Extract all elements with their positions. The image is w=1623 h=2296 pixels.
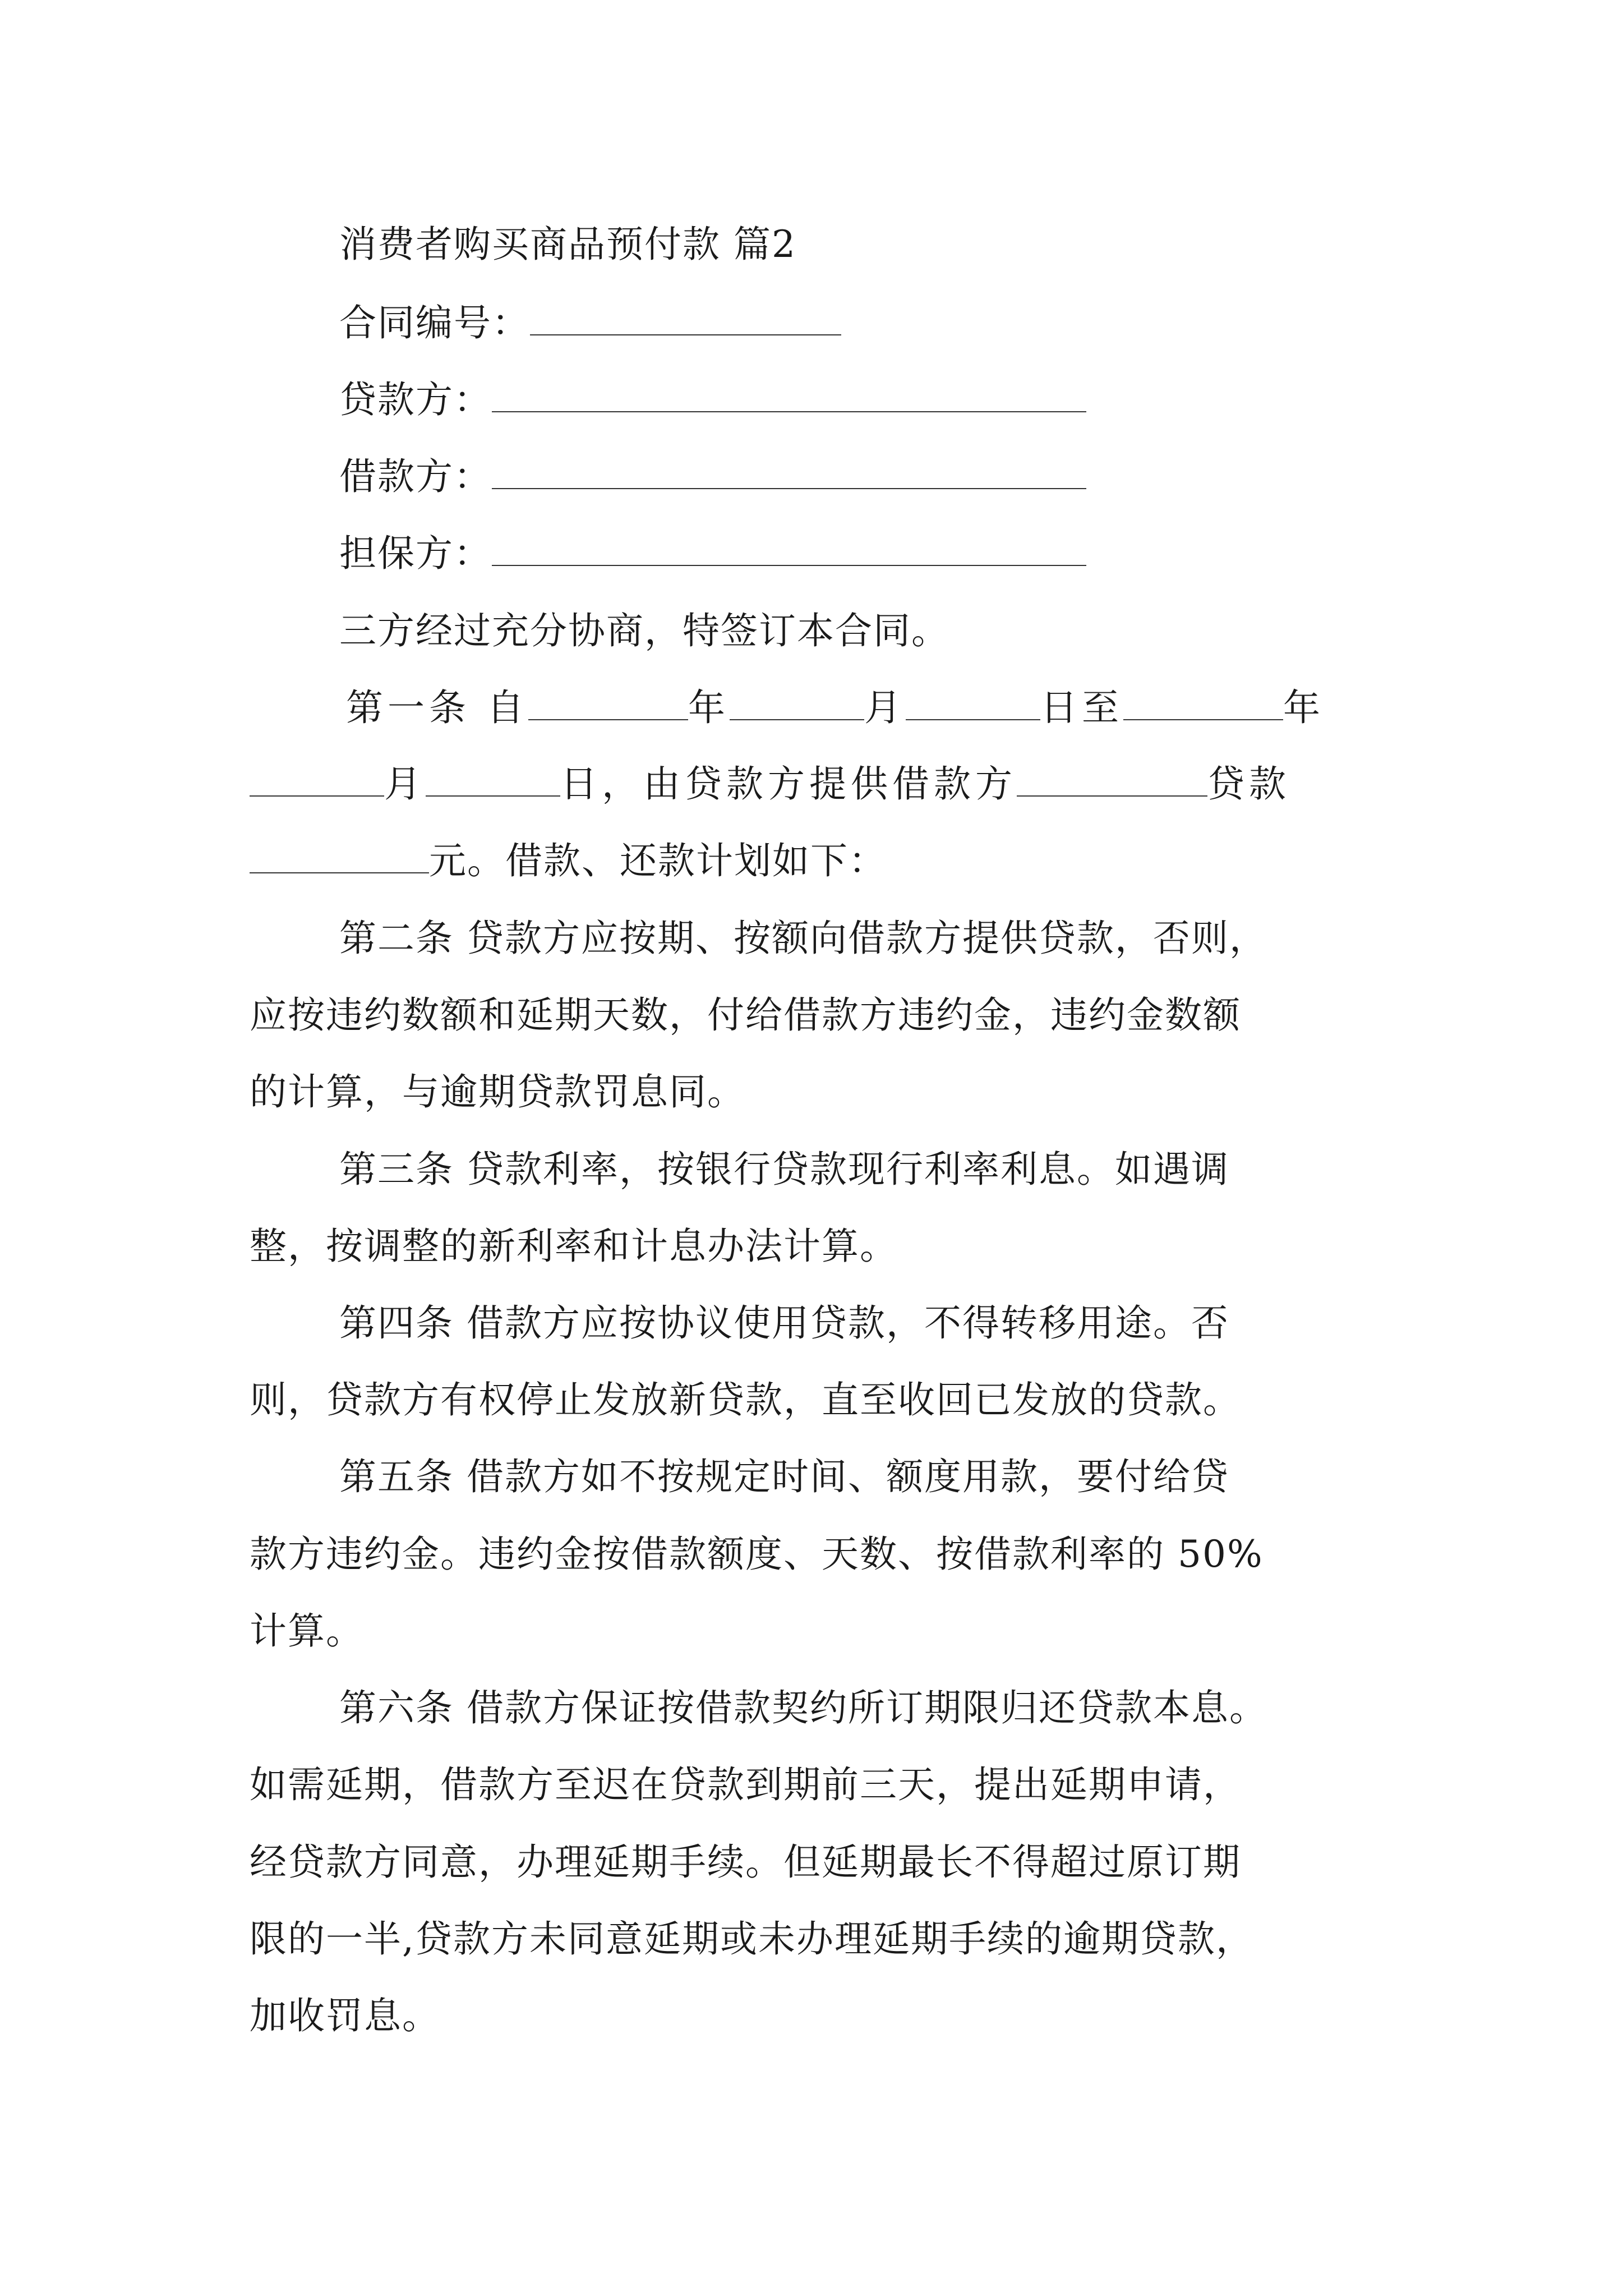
document-title: 消费者购买商品预付款 篇2 (339, 223, 796, 266)
article3-line2: 整，按调整的新利率和计息办法计算。 (250, 1225, 898, 1268)
article1-line3: 元。借款、还款计划如下： (250, 843, 887, 880)
contract-number-blank (530, 333, 841, 335)
article4-line1: 第四条 借款方应按协议使用贷款，不得转移用途。否 (339, 1301, 1229, 1345)
article3-line1: 第三条 贷款利率，按银行贷款现行利率利息。如遇调 (339, 1148, 1229, 1191)
guarantor-field (339, 532, 1086, 575)
contract-number-field (339, 301, 841, 344)
article2-line1: 第二条 贷款方应按期、按额向借款方提供贷款，否则， (339, 917, 1267, 960)
article5-line2: 款方违约金。违约金按借款额度、天数、按借款利率的 50% (250, 1533, 1264, 1576)
article1-line2: 月 日，由贷款方提供借款方 贷款 (250, 766, 1290, 803)
article6-line2: 如需延期，借款方至迟在贷款到期前三天，提出延期申请， (250, 1763, 1241, 1806)
contract-number-label: 合同编号： (339, 301, 530, 344)
article2-line2: 应按违约数额和延期天数，付给借款方违约金，违约金数额 (250, 993, 1241, 1037)
guarantor-label: 担保方： (339, 532, 492, 575)
article1-line1: 第一条 自 年 月 日至 年 (346, 686, 1325, 729)
guarantor-blank (492, 564, 1086, 566)
article6-line5: 加收罚息。 (250, 1994, 440, 2037)
intro-text: 三方经过充分协商，特签订本合同。 (339, 609, 949, 652)
article6-line4: 限的一半,贷款方未同意延期或未办理延期手续的逾期贷款， (250, 1917, 1254, 1961)
lender-blank (492, 410, 1086, 412)
article6-line1: 第六条 借款方保证按借款契约所订期限归还贷款本息。 (339, 1686, 1267, 1729)
article5-line3: 计算。 (250, 1609, 364, 1653)
article2-line3: 的计算，与逾期贷款罚息同。 (250, 1070, 745, 1114)
borrower-field (339, 455, 1086, 498)
article4-line2: 则，贷款方有权停止发放新贷款，直至收回已发放的贷款。 (250, 1378, 1241, 1421)
lender-label: 贷款方： (339, 378, 492, 421)
article5-line1: 第五条 借款方如不按规定时间、额度用款，要付给贷 (339, 1455, 1229, 1498)
lender-field (339, 378, 1086, 421)
article6-line3: 经贷款方同意，办理延期手续。但延期最长不得超过原订期 (250, 1841, 1241, 1884)
borrower-label: 借款方： (339, 455, 492, 498)
borrower-blank (492, 487, 1086, 489)
